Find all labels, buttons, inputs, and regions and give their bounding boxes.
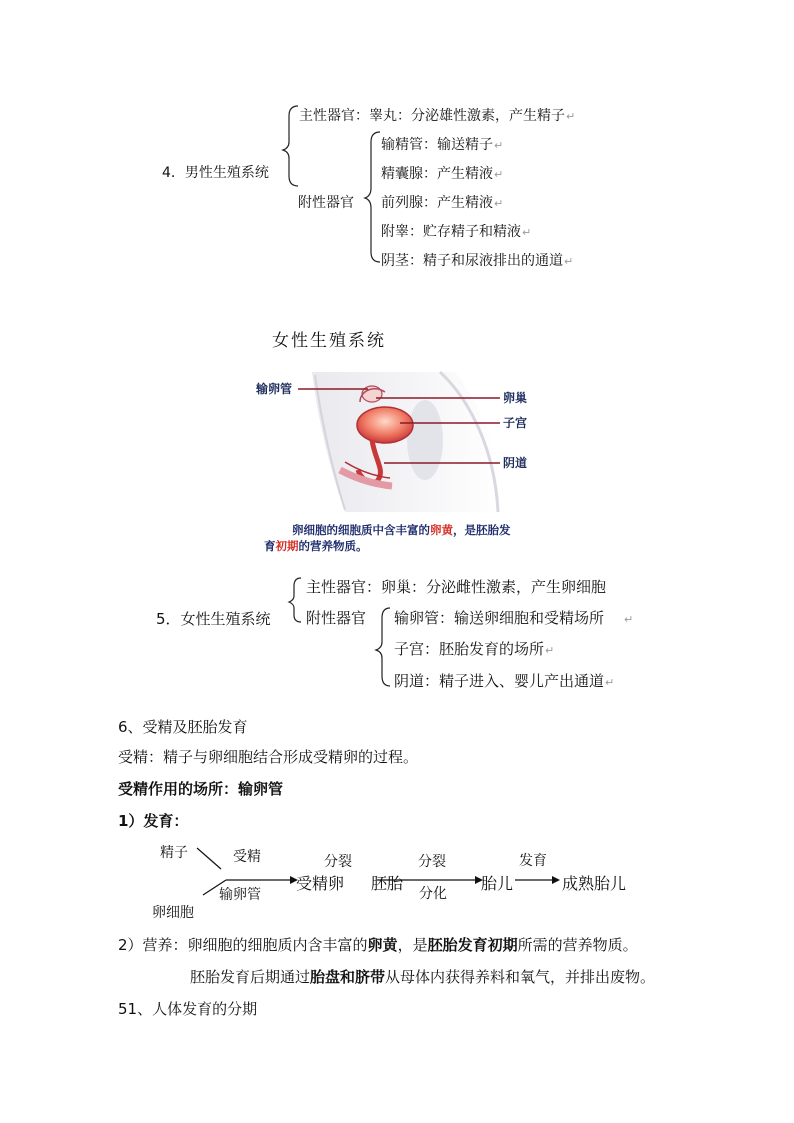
label-oviduct: 输卵管 <box>256 382 293 396</box>
male-accessory-item: 输精管：输送精子↵ <box>381 137 504 153</box>
flow-embryo: 胚胎 <box>371 874 404 893</box>
nutrition-line2: 胚胎发育后期通过胎盘和脐带从母体内获得养料和氧气，并排出废物。 <box>190 968 656 986</box>
nutrition-line1: 2）营养：卵细胞的细胞质内含丰富的卵黄，是胚胎发育初期所需的营养物质。 <box>118 936 638 954</box>
male-accessory-item: 阴茎：精子和尿液排出的通道↵ <box>381 253 574 269</box>
flow-fetus: 胎儿 <box>481 874 514 893</box>
male-main-organ: 主性器官：睾丸：分泌雄性激素，产生精子↵ <box>299 108 576 124</box>
female-accessory-label: 附性器官 <box>306 609 367 627</box>
flow-sperm: 精子 <box>160 845 188 861</box>
flow-mature-fetus: 成熟胎儿 <box>562 874 627 893</box>
male-accessory-item: 前列腺：产生精液↵ <box>381 195 504 211</box>
flow-split-label: 分裂 <box>324 854 352 870</box>
flow-differentiate-label: 分化 <box>419 886 447 902</box>
flow-egg: 卵细胞 <box>152 905 194 921</box>
label-ovary: 卵巢 <box>503 391 528 405</box>
flow-fertilize-label: 受精 <box>233 849 261 865</box>
fertilization-definition: 受精：精子与卵细胞结合形成受精卵的过程。 <box>118 748 419 766</box>
flow-zygote: 受精卵 <box>296 874 345 893</box>
female-accessory-item: 阴道：精子进入、婴儿产出通道↵ <box>394 672 615 690</box>
male-accessory-item: 附睾：贮存精子和精液↵ <box>381 224 532 240</box>
label-vagina: 阴道 <box>503 456 528 470</box>
flow-split-label: 分裂 <box>418 854 446 870</box>
flow-oviduct-label: 输卵管 <box>219 887 261 903</box>
fertilization-site: 受精作用的场所：输卵管 <box>118 780 284 798</box>
female-main-organ: 主性器官：卵巢：分泌雌性激素，产生卵细胞 <box>306 578 607 596</box>
male-accessory-item: 精囊腺：产生精液↵ <box>381 166 504 182</box>
figure-title: 女性生殖系统 <box>272 331 386 351</box>
female-system-label: 5．女性生殖系统 <box>156 610 271 628</box>
female-accessory-item: 子宫：胚胎发育的场所↵ <box>394 640 555 658</box>
flow-develop-label: 发育 <box>519 853 547 869</box>
section51-heading: 51、人体发育的分期 <box>118 1000 258 1018</box>
section6-heading: 6、受精及胚胎发育 <box>118 718 248 736</box>
male-accessory-label: 附性器官 <box>298 195 354 211</box>
figure-caption-line1: 卵细胞的细胞质中含丰富的卵黄，是胚胎发 <box>292 523 511 537</box>
label-uterus: 子宫 <box>503 416 528 430</box>
development-heading: 1）发育： <box>118 812 189 830</box>
figure-caption-line2: 育初期的营养物质。 <box>264 539 368 553</box>
male-system-label: 4．男性生殖系统 <box>162 165 269 181</box>
female-accessory-item: 输卵管：输送卵细胞和受精场所 ↵ <box>394 609 634 627</box>
